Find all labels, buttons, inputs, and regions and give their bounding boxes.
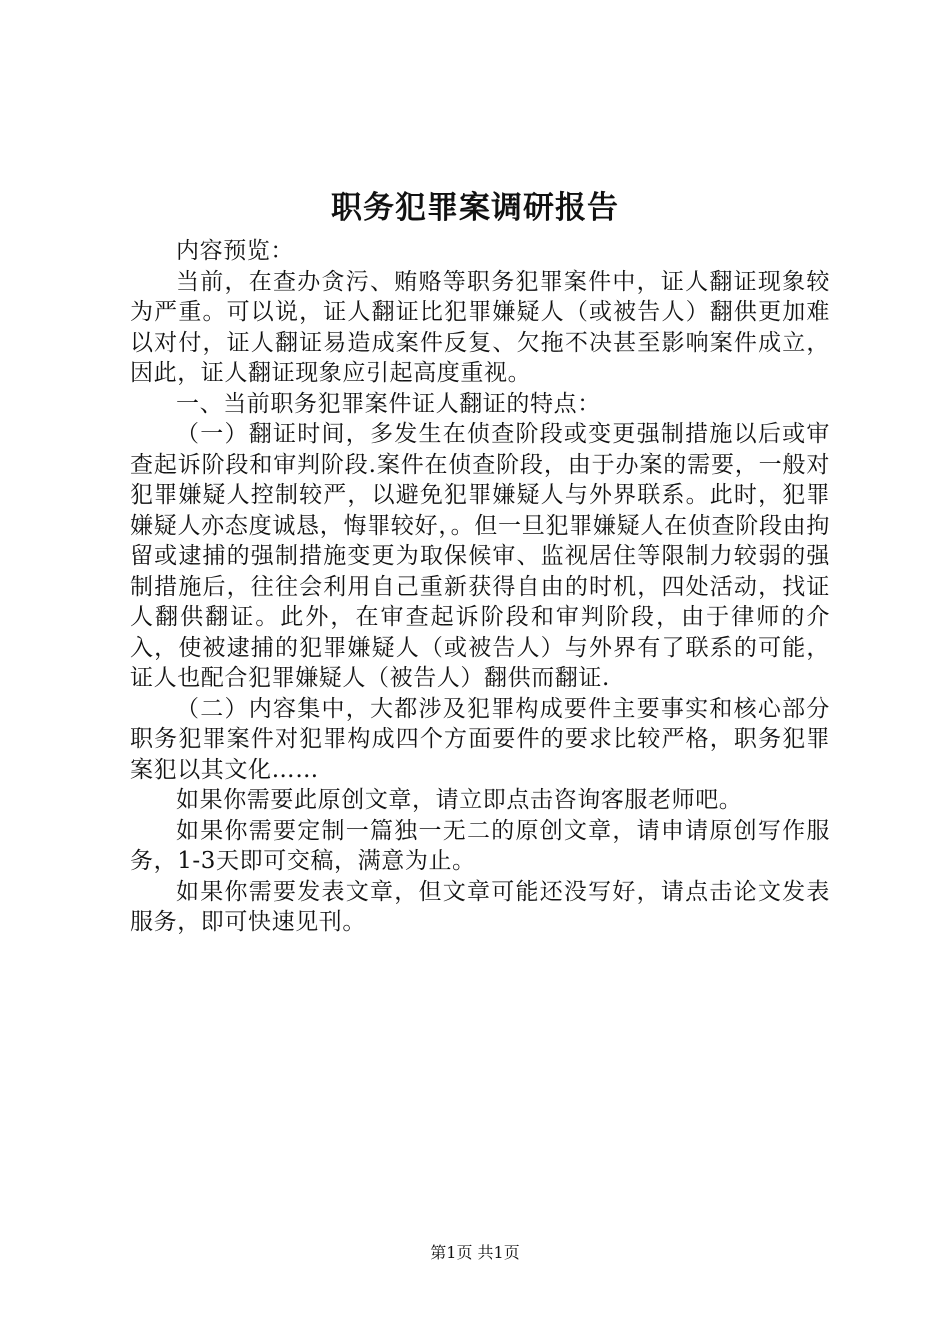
section-heading: 一、当前职务犯罪案件证人翻证的特点： [176,390,601,417]
page-number-footer: 第1页 共1页 [430,1243,520,1262]
promo-paragraph-custom: 如果你需要定制一篇独一无二的原创文章，请申请原创写作服务，1-3天即可交稿，满意为止。 [130,817,830,874]
preview-label: 内容预览： [176,238,294,264]
promo-paragraph-consult: 如果你需要此原创文章，请立即点击咨询客服老师吧。 [176,787,743,813]
promo-paragraph-publish: 如果你需要发表文章，但文章可能还没写好，请点击论文发表服务，即可快速见刊。 [130,878,830,935]
point-two-paragraph: （二）内容集中，大都涉及犯罪构成要件主要事实和核心部分职务犯罪案件对犯罪构成四个方面要件的要求比较严格，职务犯罪案犯以其文化…… [130,695,830,783]
point-one-paragraph: （一）翻证时间，多发生在侦查阶段或变更强制措施以后或审查起诉阶段和审判阶段.案件在侦查阶段，由于办案的需要，一般对犯罪嫌疑人控制较严，以避免犯罪嫌疑人与外界联系。此时，犯罪嫌疑人亦态度诚恳，悔罪较好，。但一旦犯罪嫌疑人在侦查阶段由拘留或逮捕的强制措施变更为取保候审、监视居住等限制力较弱的强制措施后，往往会利用自己重新获得自由的时机，四处活动，找证人翻供翻证。此外，在审查起诉阶段和审判阶段，由于律师的介入，使被逮捕的犯罪嫌疑人（或被告人）与外界有了联系的可能，证人也配合犯罪嫌疑人（被告人）翻供而翻证. [130,421,830,691]
document-title: 职务犯罪案调研报告 [331,190,619,226]
document-body [130,236,830,938]
intro-paragraph: 当前，在查办贪污、贿赂等职务犯罪案件中，证人翻证现象较为严重。可以说，证人翻证比犯罪嫌疑人（或被告人）翻供更加难以对付，证人翻证易造成案件反复、欠拖不决甚至影响案件成立，因此，证人翻证现象应引起高度重视。 [130,268,830,386]
